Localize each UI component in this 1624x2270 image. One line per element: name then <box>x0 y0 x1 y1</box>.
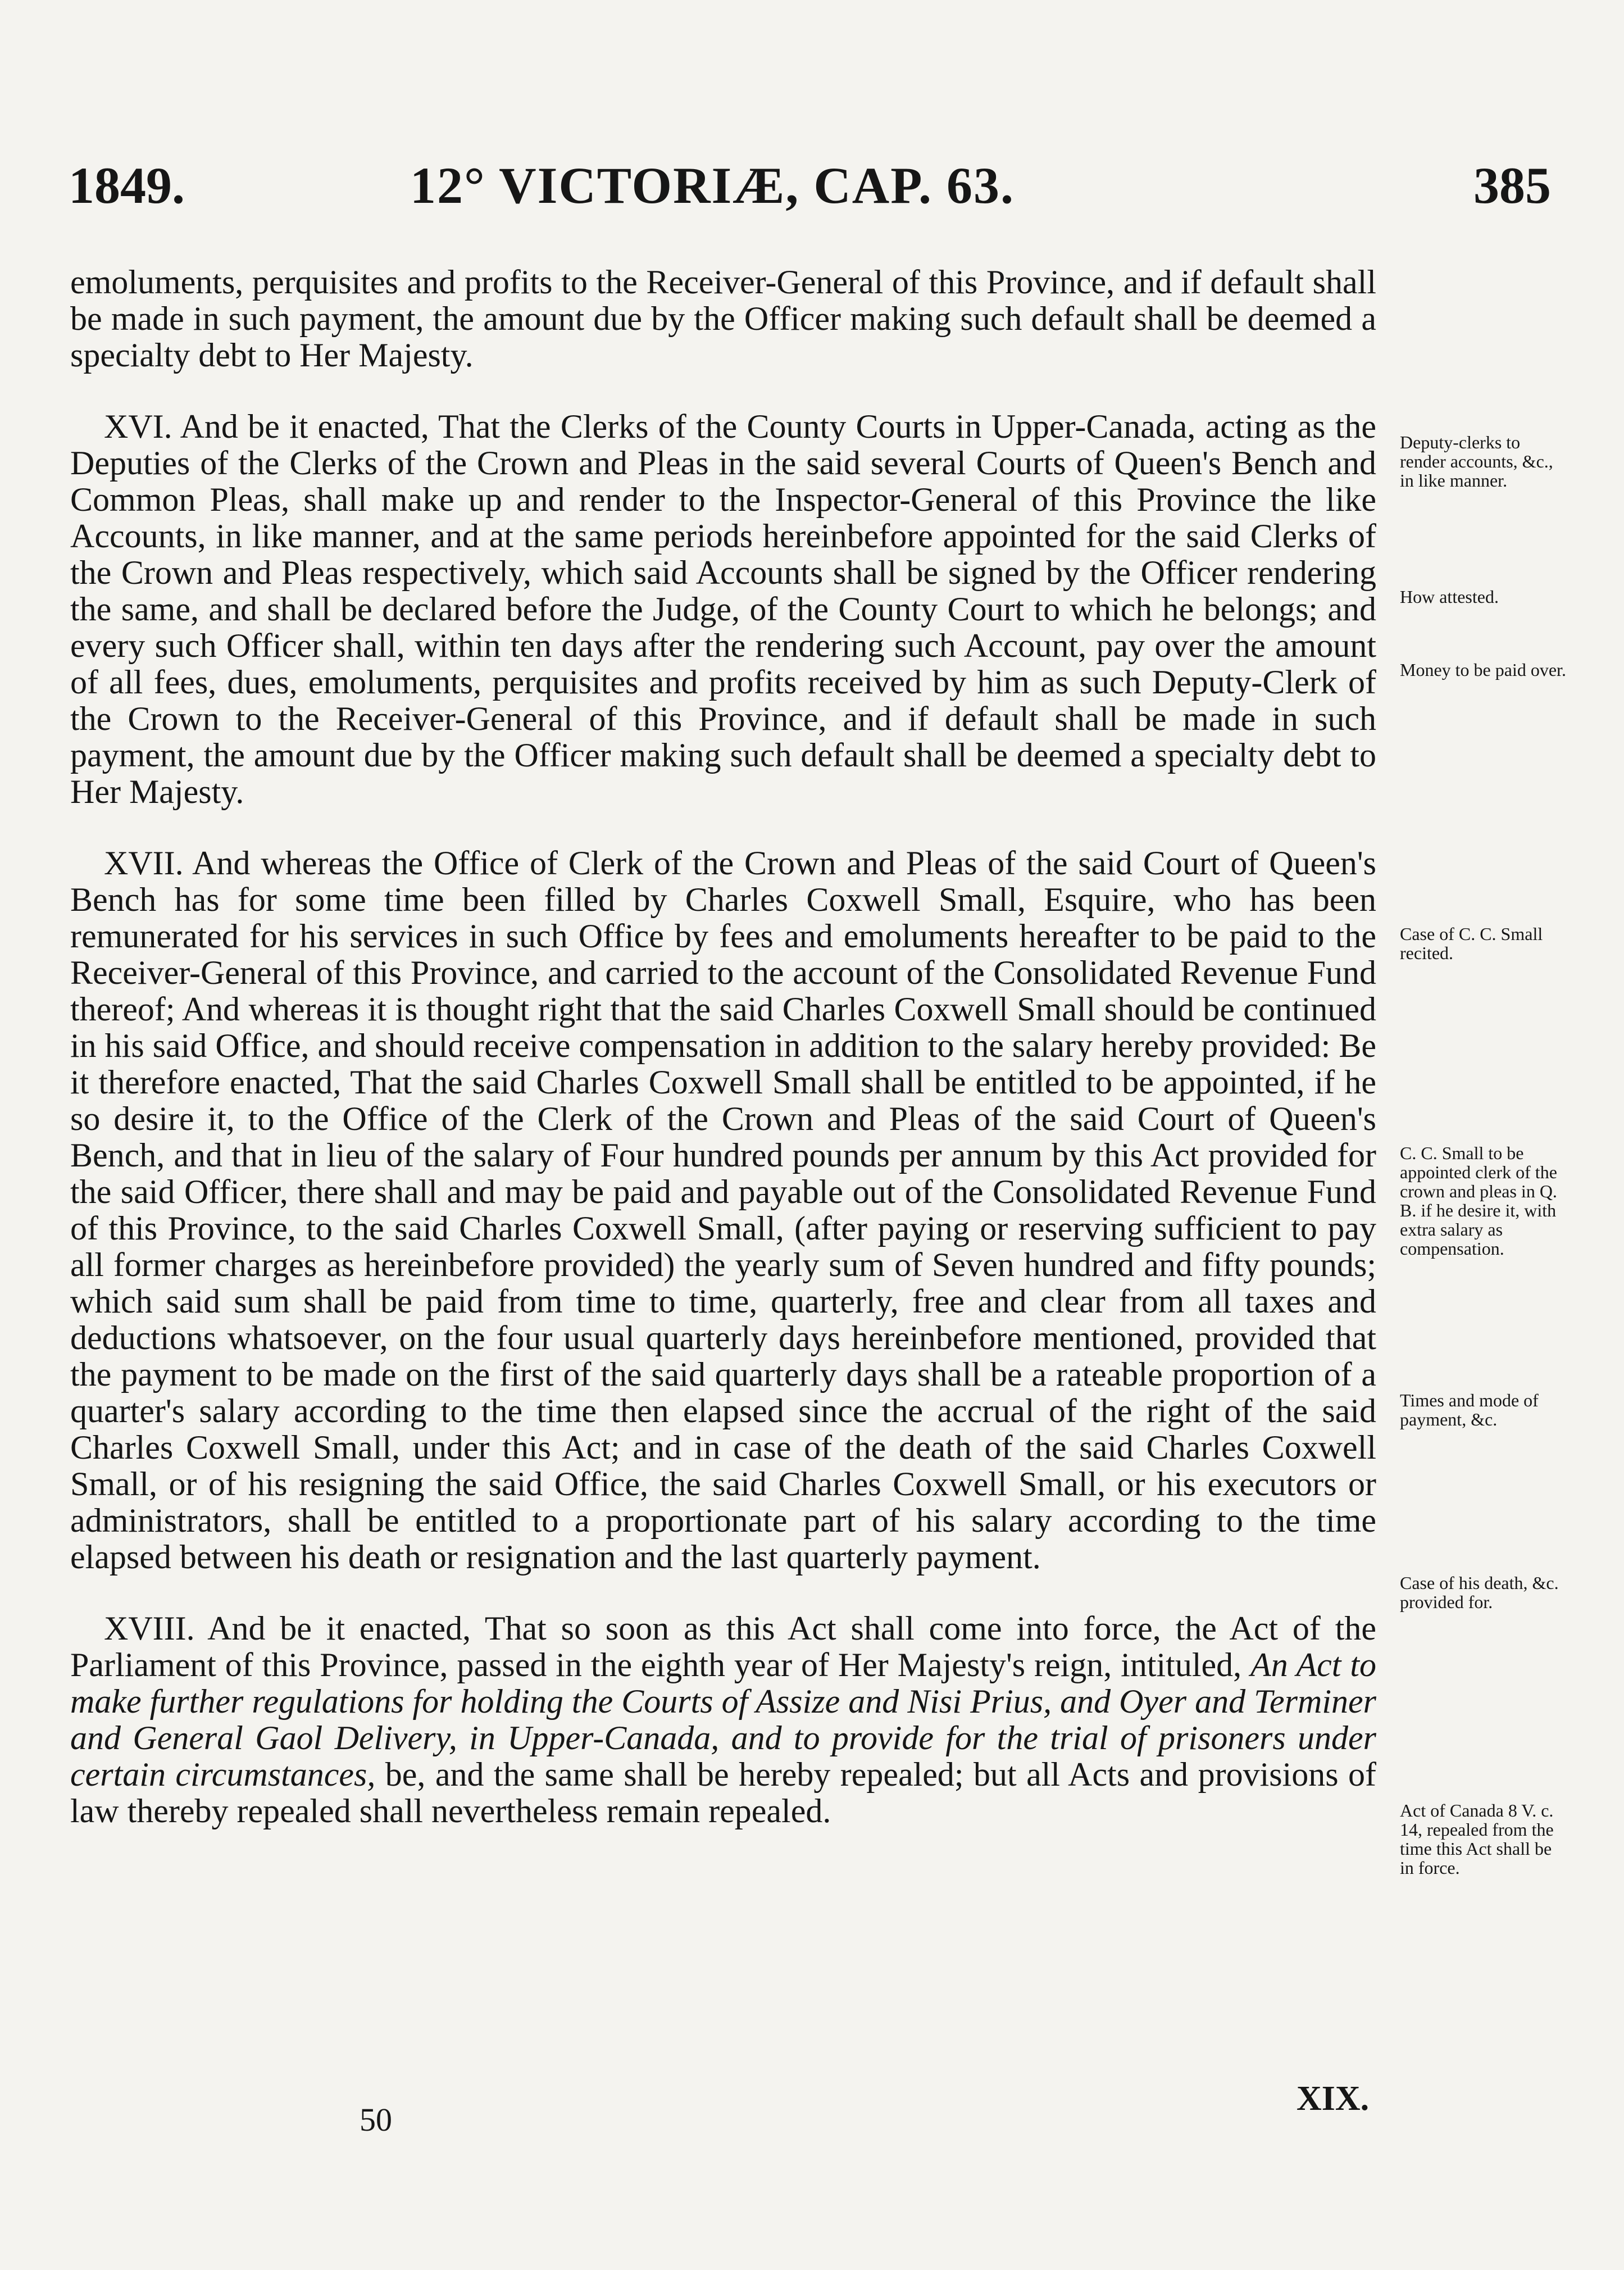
margin-note-small-appointed: C. C. Small to be appointed clerk of the crown and pleas in Q. B. if he desire it, with extra salary as compensation. <box>1400 1143 1557 1259</box>
margin-note-deputy-clerks: Deputy-clerks to render accounts, &c., in like manner. <box>1400 432 1553 491</box>
margin-note-how-attested: How attested. <box>1400 587 1499 607</box>
section-xvii: XVII. And whereas the Office of Clerk of the Crown and Pleas of the said Court of Queen's Bench has for some time been filled by Charles Coxwell Small, Esquire, who has been remunerated for his services in such Office by fees and emoluments hereafter to be paid to the Receiver-General of this Province, and carried to the account of the Consolidated Revenue Fund thereof; And whereas it is thought right that the said Charles Coxwell Small should be continued in his said Office, and should receive compensation in addition to the salary hereby provided: Be it therefore enacted, That the said Charles Coxwell Small shall be entitled to be appointed, if he so desire it, to the Office of the Clerk of the Crown and Pleas of the said Court of Queen's Bench, and that in lieu of the salary of Four hundred pounds per annum by this Act provided for the said Officer, there shall and may be paid and payable out of the Consolidated Revenue Fund of this Province, to the said Charles Coxwell Small, (after paying or reserving sufficient to pay all former charges as hereinbefore provided) the yearly sum of Seven hundred and fifty pounds; which said sum shall be paid from time to time, quarterly, free and clear from all taxes and deductions whatsoever, on the four usual quarterly days hereinbefore mentioned, provided that the payment to be made on the first of the said quarterly days shall be a rateable proportion of a quarter's salary according to the time then elapsed since the accrual of the right of the said Charles Coxwell Small, under this Act; and in case of the death of the said Charles Coxwell Small, or of his resigning the said Office, the said Charles Coxwell Small, or his executors or administrators, shall be entitled to a proportionate part of his salary according to the time elapsed between his death or resignation and the last quarterly payment. <box>70 845 1376 1576</box>
margin-note-case-of-death: Case of his death, &c. provided for. <box>1400 1573 1559 1612</box>
section-xviii-text-after: be, and the same shall be hereby repealed; but all Acts and provisions of law thereby repealed shall nevertheless remain repealed. <box>70 1756 1377 1829</box>
repealed-act-title: An Act to make further regulations for holding the Courts of Assize and Nisi Prius, and Oyer and Terminer and General Gaol Delivery, in Upper-Canada, and to provide for the trial of prisoners under certain circumstances, <box>70 1646 1377 1793</box>
section-xvi: XVI. And be it enacted, That the Clerks of the County Courts in Upper-Canada, acting as the Deputies of the Clerks of the Crown and Pleas in the said several Courts of Queen's Bench and Common Pleas, shall make up and render to the Inspector-General of this Province the like Accounts, in like manner, and at the same periods hereinbefore appointed for the said Clerks of the Crown and Pleas respectively, which said Accounts shall be signed by the Officer rendering the same, and shall be declared before the Judge, of the County Court to which he belongs; and every such Officer shall, within ten days after the rendering such Account, pay over the amount of all fees, dues, emoluments, perquisites and profits received by him as such Deputy-Clerk of the Crown to the Receiver-General of this Province, and if default shall be made in such payment, the amount due by the Officer making such default shall be deemed a specialty debt to Her Majesty. <box>70 408 1376 810</box>
margin-note-case-recited: Case of C. C. Small recited. <box>1400 924 1543 963</box>
intro-paragraph: emoluments, perquisites and profits to the Receiver-General of this Province, and if default shall be made in such payment, the amount due by the Officer making such default shall be deemed a specialty debt to Her Majesty. <box>70 264 1376 374</box>
signature-mark: 50 <box>360 2101 392 2138</box>
catchword: XIX. <box>1297 2080 1370 2118</box>
margin-note-money-paid-over: Money to be paid over. <box>1400 660 1566 680</box>
page-number: 385 <box>1473 157 1551 214</box>
body-text <box>70 264 1376 1829</box>
margin-note-act-repealed: Act of Canada 8 V. c. 14, repealed from the time this Act shall be in force. <box>1400 1800 1554 1878</box>
header-year: 1849. <box>69 157 185 214</box>
section-xviii <box>70 1610 1376 1829</box>
header-title: 12° VICTORIÆ, CAP. 63. <box>410 157 1015 214</box>
margin-note-times-mode-payment: Times and mode of payment, &c. <box>1400 1390 1539 1429</box>
running-head <box>0 152 1624 219</box>
section-xviii-text-before: XVIII. And be it enacted, That so soon as this Act shall come into force, the Act of the Parliament of this Province, passed in the eighth year of Her Majesty's reign, intituled, <box>70 1610 1376 1683</box>
